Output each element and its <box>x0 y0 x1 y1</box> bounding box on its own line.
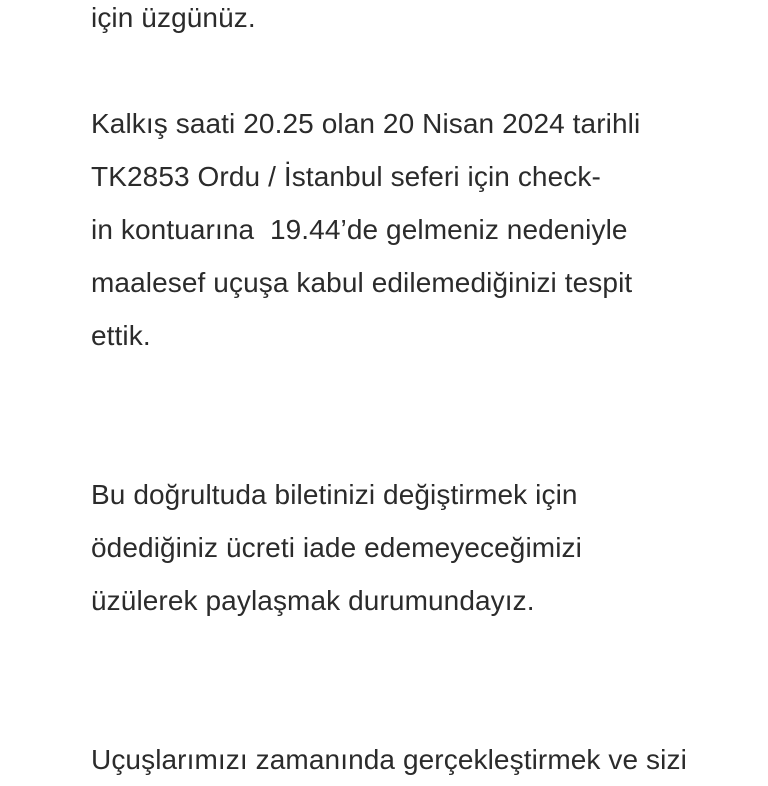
text-line: Kalkış saati 20.25 olan 20 Nisan 2024 tarihli <box>91 108 641 139</box>
text-line: üzülerek paylaşmak durumundayız. <box>91 585 535 616</box>
text-line: in kontuarına 19.44’de gelmeniz nedeniyle <box>91 214 628 245</box>
text-line: Bu doğrultuda biletinizi değiştirmek için <box>91 479 578 510</box>
text-line: Uçuşlarımızı zamanında gerçekleştirmek ve sizi <box>91 744 687 775</box>
text-line: TK2853 Ordu / İstanbul seferi için check- <box>91 161 601 192</box>
paragraph-spacer <box>91 44 751 97</box>
text-line: maalesef uçuşa kabul edilemediğinizi tespit <box>91 267 633 298</box>
paragraph-spacer <box>91 627 751 733</box>
paragraph-apology-end <box>91 0 751 44</box>
paragraph-refund-notice <box>91 468 751 627</box>
text-line: ödediğiniz ücreti iade edemeyeceğimizi <box>91 532 582 563</box>
paragraph-closing <box>91 733 751 786</box>
paragraph-spacer <box>91 362 751 468</box>
paragraph-checkin-details <box>91 97 751 362</box>
text-line: ettik. <box>91 320 151 351</box>
email-body <box>91 0 751 786</box>
text-line: için üzgünüz. <box>91 2 256 33</box>
